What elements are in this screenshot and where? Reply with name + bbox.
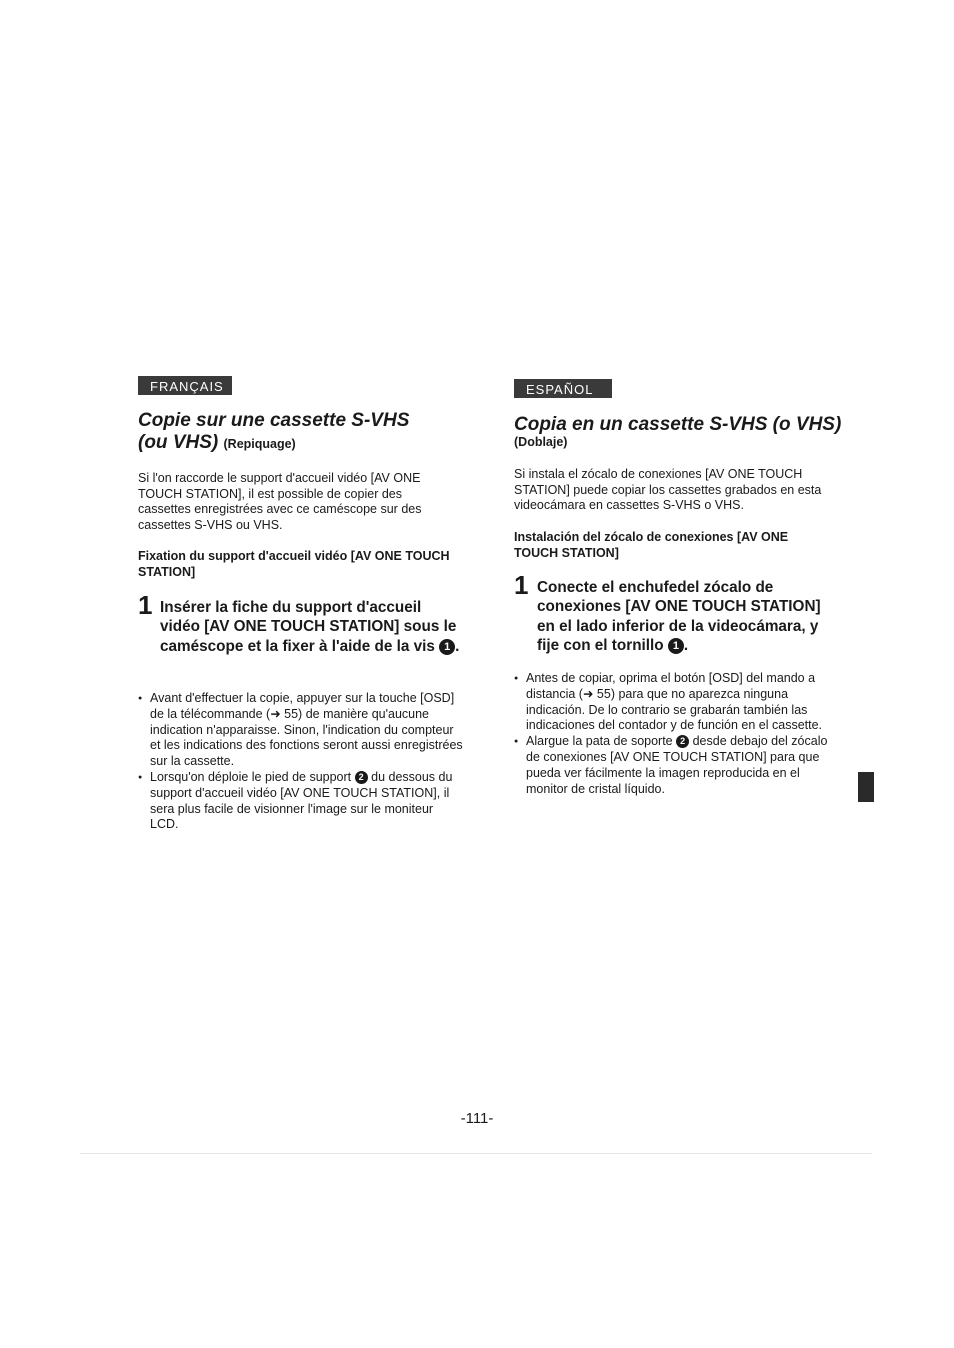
language-tag-french: FRANÇAIS xyxy=(138,376,232,395)
intro-paragraph-french: Si l'on raccorde le support d'accueil vidéo [AV ONE TOUCH STATION], il est possible de copier des cassettes enregistrées avec ce caméscope sur des cassettes S-VHS ou VHS. xyxy=(138,471,422,532)
step-text: Conecte el enchufedel zócalo de conexiones [AV ONE TOUCH STATION] en el lado inferior de la videocámara, y fije con el tornillo xyxy=(537,579,821,654)
note-text: Lorsqu'on déploie le pied de support xyxy=(150,769,352,784)
step-number-spanish: 1 xyxy=(514,570,529,600)
intro-paragraph-spanish: Si instala el zócalo de conexiones [AV ONE TOUCH STATION] puede copiar los cassettes grabados en esta videocámara en cassettes S-VHS o VHS. xyxy=(514,467,822,513)
title-subtitle-spanish: (Doblaje) xyxy=(514,435,568,449)
note-text: desde debajo del zócalo de conexiones [AV ONE TOUCH STATION] para que pueda ver fácilmente la imagen reproducida en el monitor de cristal líquido. xyxy=(526,734,828,796)
step-number-french: 1 xyxy=(138,590,153,620)
subheading-french: Fixation du support d'accueil vidéo [AV ONE TOUCH STATION] xyxy=(138,549,450,579)
step-instruction-french: Insérer la fiche du support d'accueil vidéo [AV ONE TOUCH STATION] sous le caméscope et la fixer à l'aide de la vis 1 . xyxy=(160,599,460,655)
note-item: ● Avant d'effectuer la copie, appuyer sur la touche [OSD] de la télécommande (➜ 55) de manière qu'aucune indication n'apparaisse. Sinon, l'indication du compteur et les indications des fonctions seront aussi enregistrées sur la cassette. xyxy=(138,691,463,770)
reference-marker-1: 1 xyxy=(439,639,455,655)
note-text: du dessous du support d'accueil vidéo [AV ONE TOUCH STATION], il sera plus facile de visionner l'image sur le moniteur LCD. xyxy=(150,769,453,832)
step-text: Insérer la fiche du support d'accueil vidéo [AV ONE TOUCH STATION] sous le caméscope et la fixer à l'aide de la vis xyxy=(160,599,457,655)
subheading-spanish: Instalación del zócalo de conexiones [AV ONE TOUCH STATION] xyxy=(514,530,789,560)
note-item xyxy=(138,770,463,833)
notes-list-spanish xyxy=(514,671,839,797)
note-text: Alargue la pata de soporte xyxy=(526,734,673,749)
divider xyxy=(80,1153,872,1154)
language-tag-spanish: ESPAÑOL xyxy=(514,379,612,398)
title-line-2: (ou VHS) xyxy=(138,432,219,453)
title-line-1: Copia en un cassette S-VHS (o VHS) xyxy=(514,414,842,435)
chapter-edge-marker xyxy=(858,772,874,802)
title-subtitle: (Repiquage) xyxy=(223,437,296,451)
reference-marker-2: 2 xyxy=(676,735,689,748)
page-number: -111- xyxy=(460,1110,494,1127)
step-instruction-spanish: Conecte el enchufedel zócalo de conexiones [AV ONE TOUCH STATION] en el lado inferior de la videocámara, y fije con el tornillo 1 . xyxy=(537,579,821,654)
notes-list-french xyxy=(138,691,463,833)
reference-marker-1: 1 xyxy=(668,638,684,654)
note-item xyxy=(514,734,839,797)
section-title-spanish xyxy=(514,414,854,436)
note-item: ● Antes de copiar, oprima el botón [OSD] del mando a distancia (➜ 55) para que no aparezca ninguna indicación. De lo contrario se grabarán también las indicaciones del contador y de función en el cassette. xyxy=(514,671,839,734)
title-line-1: Copie sur une cassette S-VHS xyxy=(138,410,410,431)
reference-marker-2: 2 xyxy=(355,771,368,784)
section-title-french xyxy=(138,410,458,455)
